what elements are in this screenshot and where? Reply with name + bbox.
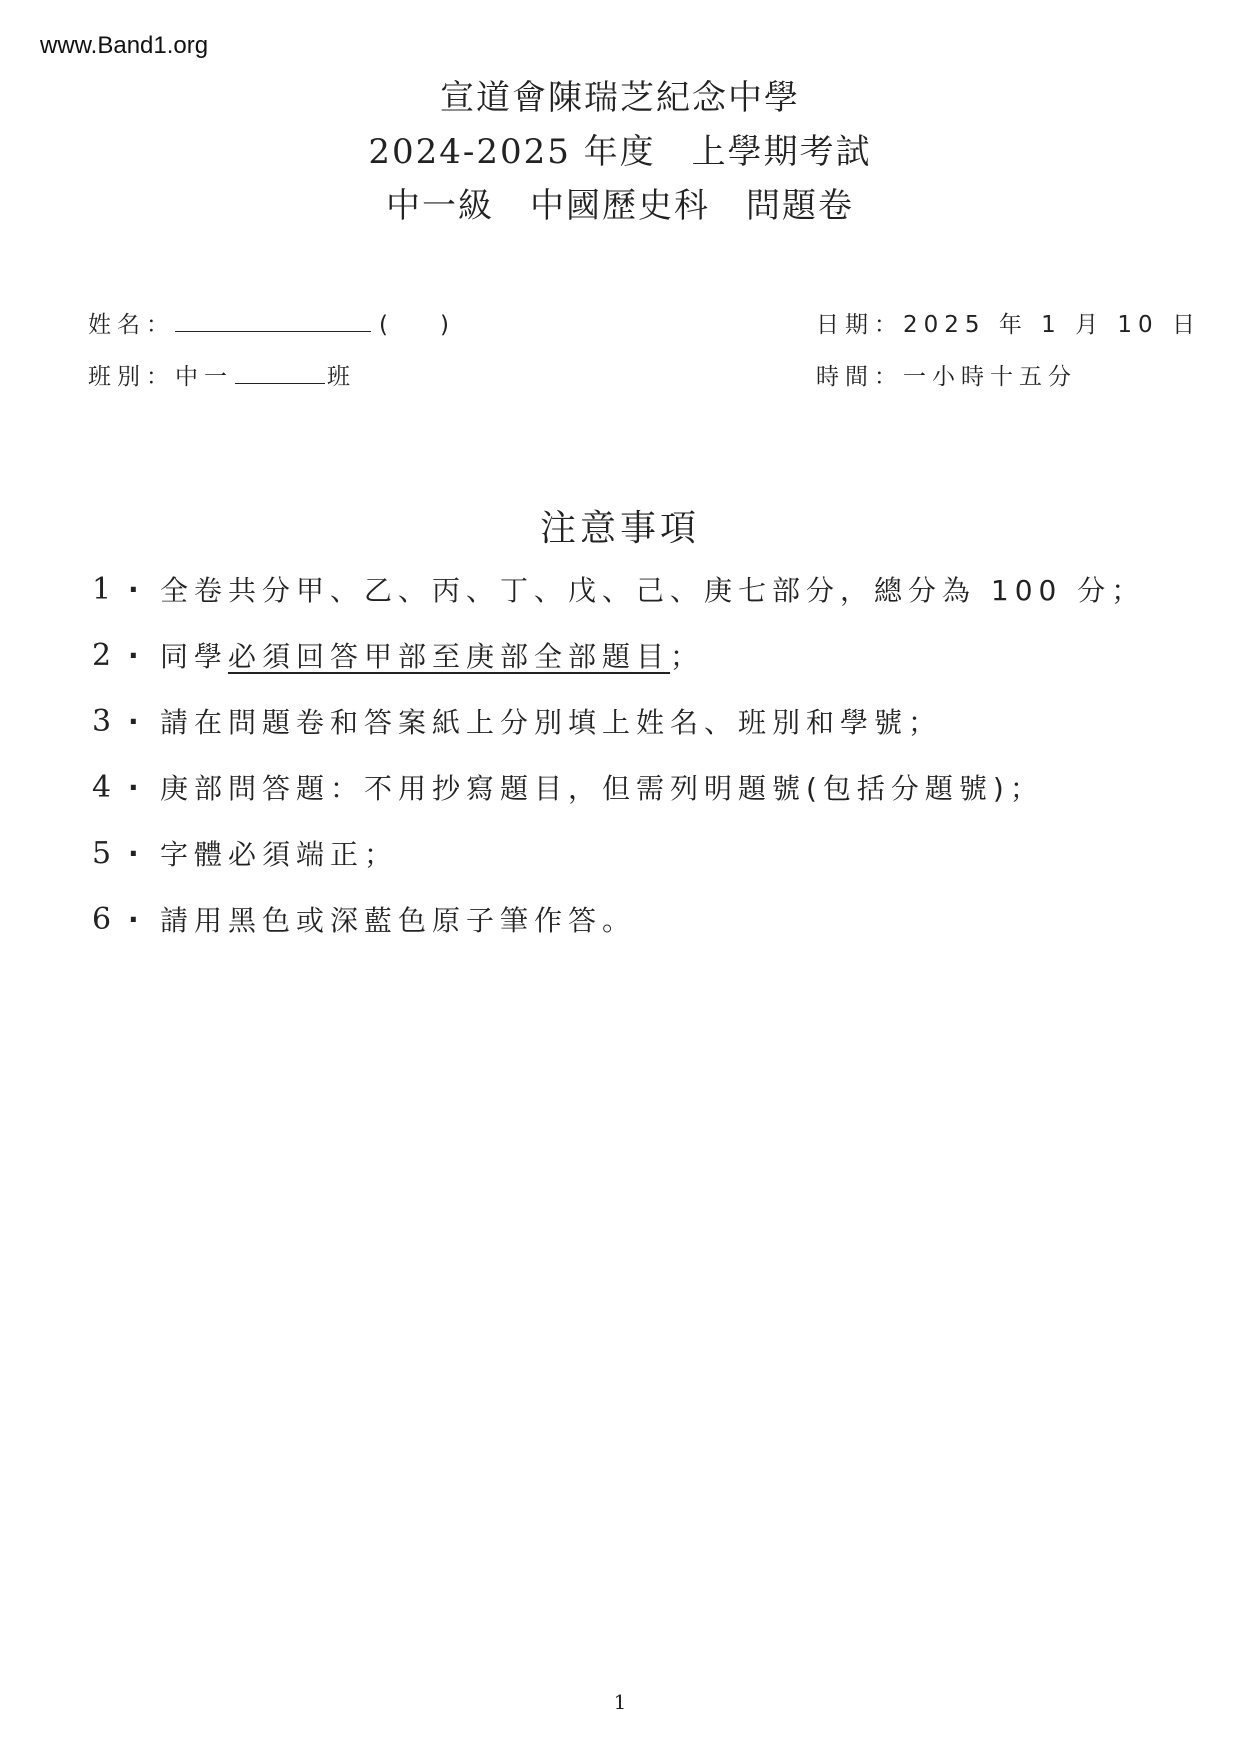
notice-text: 字體必須端正； <box>160 838 399 871</box>
class-blank <box>235 361 325 384</box>
bullet-dot: · <box>128 902 145 936</box>
exam-date: 日期：2025 年 1 月 10 日 <box>816 312 1201 338</box>
notice-text-underlined: 必須回答甲部至庚部全部題目 <box>228 640 671 673</box>
name-label: 姓名： <box>88 312 175 338</box>
bullet-dot: · <box>128 704 145 738</box>
notice-number: 5 <box>92 835 118 871</box>
notice-number: 4 <box>92 769 118 805</box>
bullet-dot: · <box>128 572 145 606</box>
notice-number: 2 <box>92 637 118 673</box>
notice-text: 請在問題卷和答案紙上分別填上姓名、班別和學號； <box>160 706 943 739</box>
school-name: 宣道會陳瑞芝紀念中學 <box>440 78 800 118</box>
name-blank <box>175 309 371 332</box>
notice-item <box>92 556 1145 622</box>
notice-item <box>92 754 1145 820</box>
notice-item <box>92 622 1145 688</box>
paren-close: ) <box>440 312 449 338</box>
exam-title: 2024-2025 年度 上學期考試 <box>368 132 872 172</box>
exam-duration: 時間：一小時十五分 <box>816 364 1077 390</box>
notice-heading: 注意事項 <box>539 508 700 549</box>
notice-text: 全卷共分甲、乙、丙、丁、戊、己、庚七部分，總分為 100 分； <box>160 574 1146 607</box>
notice-item <box>92 820 1145 886</box>
name-row <box>88 306 449 339</box>
watermark-url: www.Band1.org <box>40 32 209 59</box>
notice-number: 1 <box>92 571 118 607</box>
notice-text-pre: 同學 <box>160 640 229 673</box>
notice-text: 請用黑色或深藍色原子筆作答。 <box>160 904 637 937</box>
notice-list <box>92 556 1145 952</box>
class-label: 班別：中一 <box>88 364 233 390</box>
paren-open: ( <box>379 312 388 338</box>
class-suffix: 班 <box>327 364 356 390</box>
page-number: 1 <box>613 1690 627 1714</box>
class-number-paren <box>379 312 449 338</box>
bullet-dot: · <box>128 770 145 804</box>
notice-number: 6 <box>92 901 118 937</box>
notice-text: 庚部問答題：不用抄寫題目，但需列明題號(包括分題號)； <box>160 772 1044 805</box>
class-row <box>88 358 356 391</box>
notice-number: 3 <box>92 703 118 739</box>
notice-item <box>92 688 1145 754</box>
notice-item <box>92 886 1145 952</box>
bullet-dot: · <box>128 638 145 672</box>
notice-text-post: ； <box>670 640 705 673</box>
paper-title: 中一級 中國歷史科 問題卷 <box>386 186 854 226</box>
bullet-dot: · <box>128 836 145 870</box>
